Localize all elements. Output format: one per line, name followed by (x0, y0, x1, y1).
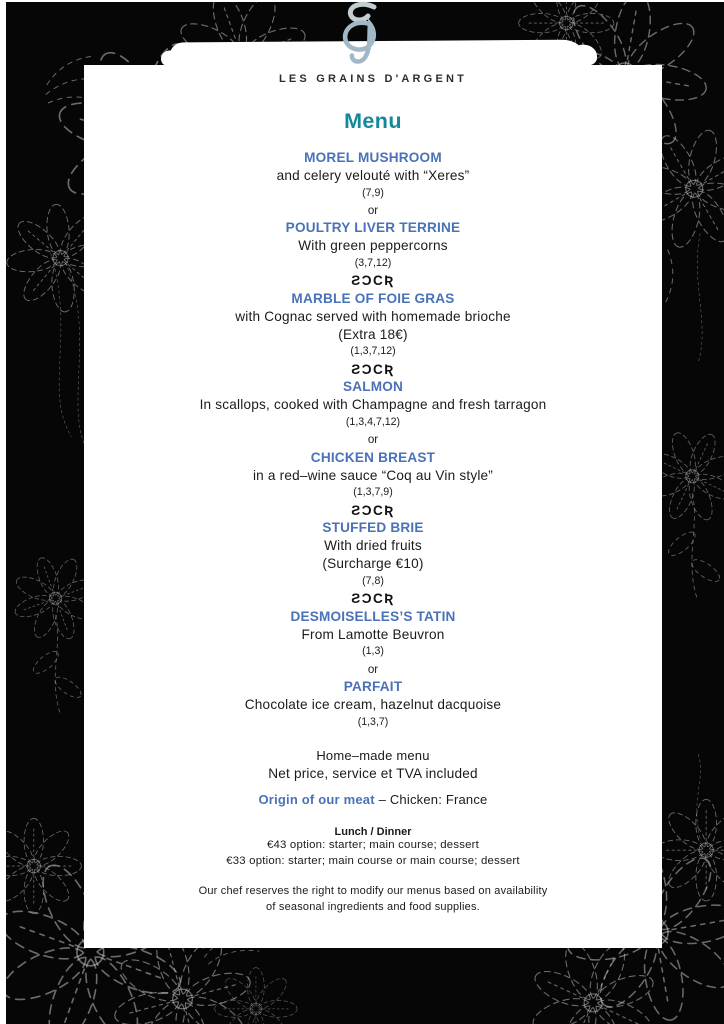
service-title: Lunch / Dinner (334, 826, 412, 839)
dish-description: In scallops, cooked with Champagne and fresh tarragon (199, 397, 547, 413)
course-separator-ornament: ƧƆϹƦ (351, 591, 395, 607)
net-price-note: Net price, service et TVA included (268, 766, 478, 782)
dish-supplement: (Surcharge €10) (322, 555, 424, 571)
dish-supplement: (Extra 18€) (338, 326, 408, 342)
dish-allergens: (3,7,12) (354, 257, 392, 269)
menu-title: Menu (344, 109, 402, 133)
dish-name: STUFFED BRIE (322, 520, 424, 536)
origin-label: Origin of our meat (258, 792, 375, 808)
dish-name: DESMOISELLES’S TATIN (290, 608, 456, 624)
dish-description: Chocolate ice cream, hazelnut dacquoise (244, 696, 502, 712)
dish-name: POULTRY LIVER TERRINE (285, 220, 461, 236)
dish-description: From Lamotte Beuvron (301, 626, 445, 642)
dish-allergens: (7,8) (362, 574, 384, 587)
dish-allergens: (7,9) (362, 186, 384, 199)
restaurant-name: LES GRAINS D'ARGENT (278, 73, 468, 85)
disclaimer-line-2: of seasonal ingredients and food supplies. (266, 901, 480, 913)
courses (84, 149, 662, 731)
or-label: or (367, 433, 379, 447)
course-separator-ornament: ƧƆϹƦ (351, 361, 395, 377)
meat-origin-note (84, 792, 662, 807)
dish-allergens: (1,3,4,7,12) (345, 415, 401, 428)
or-label: or (367, 662, 379, 676)
dish-description: and celery velouté with “Xeres” (276, 167, 470, 183)
course-separator-ornament: ƧƆϹƦ (351, 502, 395, 518)
course-separator-ornament: ƧƆϹƦ (351, 273, 395, 289)
menu-content (84, 65, 662, 915)
dish-name: CHICKEN BREAST (310, 449, 436, 465)
dish-allergens: (1,3,7,9) (353, 486, 393, 499)
dish-allergens: (1,3) (362, 645, 384, 658)
option-43: €43 option: starter; main course; dessert (266, 839, 480, 852)
home-made-note: Home–made menu (316, 748, 430, 764)
dish-name: MARBLE OF FOIE GRAS (291, 291, 455, 306)
dish-name: SALMON (342, 379, 404, 395)
dish-description: with Cognac served with homemade brioche (235, 308, 511, 324)
origin-value: – Chicken: France (374, 792, 488, 808)
dish-allergens: (1,3,7) (357, 715, 389, 728)
dish-allergens: (1,3,7,12) (350, 345, 396, 358)
or-label: or (367, 204, 379, 217)
dish-name: PARFAIT (343, 679, 403, 695)
dish-description: With dried fruits (324, 538, 422, 554)
dish-name: MOREL MUSHROOM (304, 150, 442, 165)
dish-description: With green peppercorns (298, 238, 448, 254)
option-33: €33 option: starter; main course or main course; dessert (226, 854, 520, 867)
chef-disclaimer (84, 883, 662, 915)
g-monogram-icon (334, 0, 390, 64)
dish-description: in a red–wine sauce “Coq au Vin style” (252, 467, 494, 483)
disclaimer-line-1: Our chef reserves the right to modify our menus based on availability (198, 885, 548, 897)
